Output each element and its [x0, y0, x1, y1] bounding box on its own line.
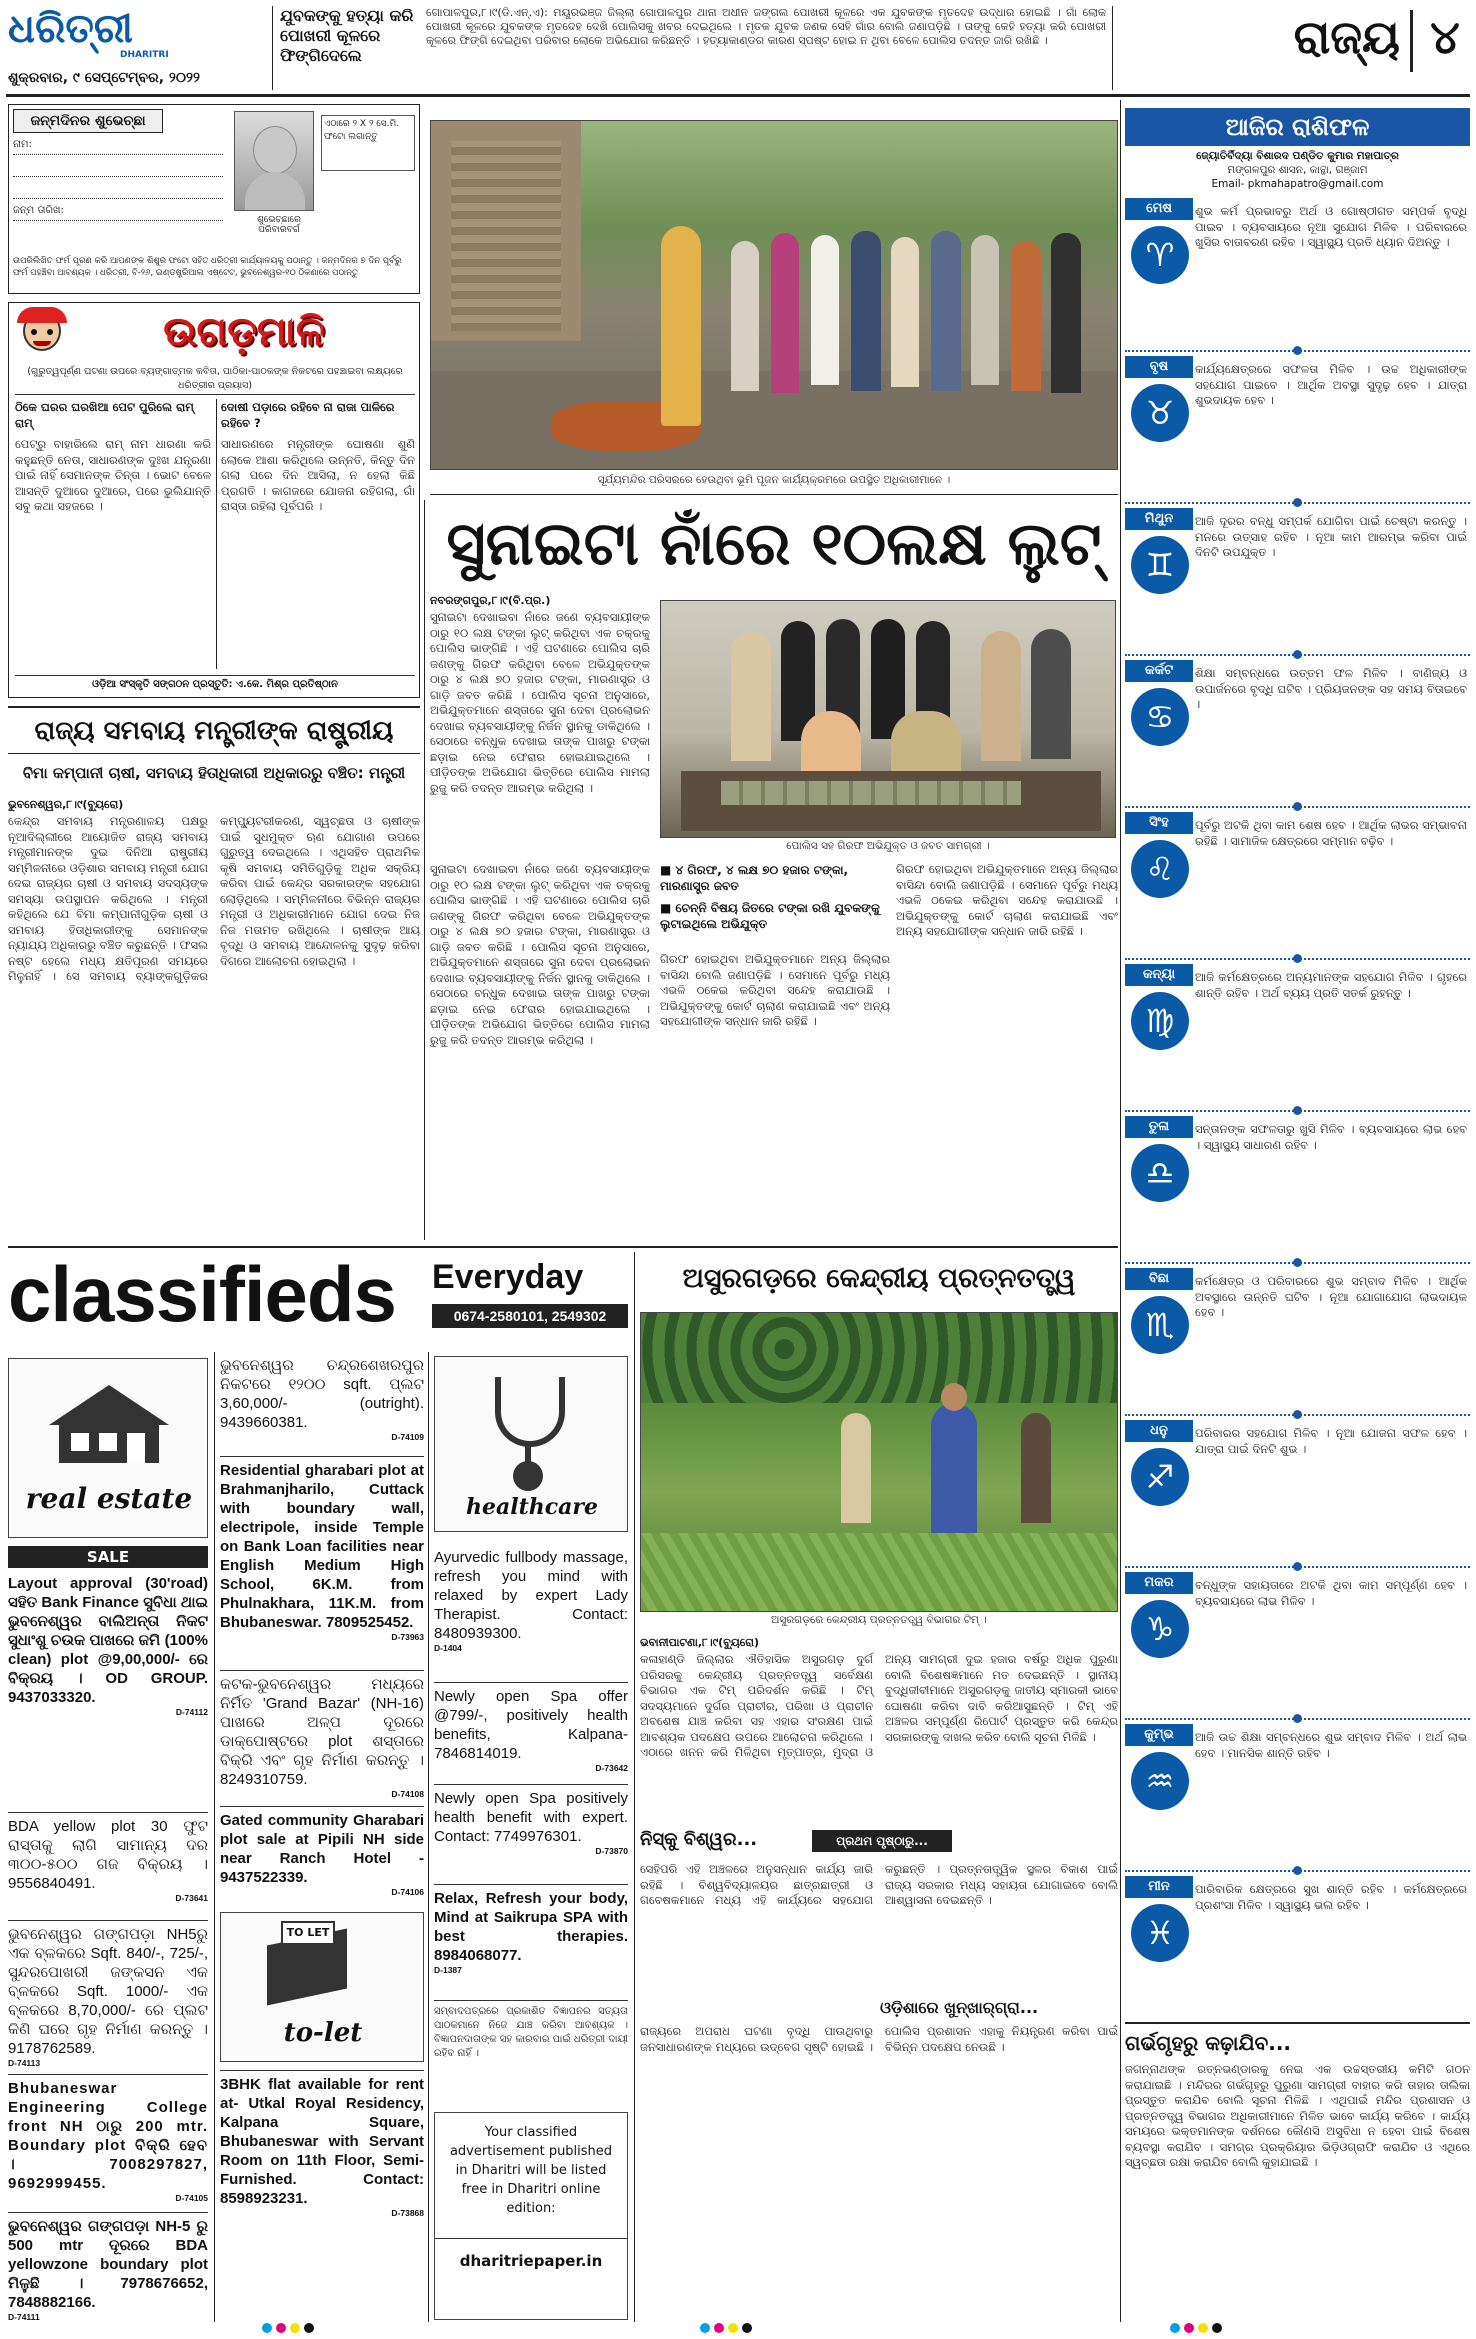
real-estate-label: real estate: [25, 1482, 193, 1515]
classified-ad[interactable]: Ayurvedic fullbody massage, refresh you mind with relaxed by expert Lady Therapist. Contact: 8480939300. D-1404: [434, 1549, 628, 1653]
zodiac-label: ମକର: [1125, 1572, 1193, 1594]
zodiac-pisces: ମୀନ ♓ ପାରିବାରିକ କ୍ଷେତ୍ରରେ ସୁଖ ଶାନ୍ତି ରହିବ । କର୍ମକ୍ଷେତ୍ରରେ ପ୍ରଶଂସା ମିଳିବ । ସ୍ୱାସ୍ଥ୍ୟ ଭଲ ରହିବ ।: [1125, 1876, 1470, 2016]
asura-headline[interactable]: ଅସୁରଗଡ଼ରେ କେନ୍ଦ୍ରୀୟ ପ୍ରତ୍ନତତ୍ତ୍ୱ: [682, 1263, 1076, 1294]
zodiac-scorpio: ବିଛା ♏ କର୍ମକ୍ଷେତ୍ର ଓ ପରିବାରରେ ଶୁଭ ସମ୍ବାଦ ମିଳିବ । ଆର୍ଥିକ ଅବସ୍ଥାରେ ଉନ୍ନତି ଘଟିବ । ନୂଆ ଯୋଗାଯୋଗ ଲାଭଦାୟକ ହେବ ।: [1125, 1268, 1470, 1410]
classifieds-everyday: Everyday: [432, 1258, 584, 1296]
to-let-label: to-let: [283, 2018, 363, 2048]
classified-ad[interactable]: Newly open Spa positively health benefit with expert. Contact: 7749976301. D-73870: [434, 1784, 628, 1880]
comic-cartoon-icon: [15, 307, 69, 363]
comic-col2: ସାଧାରଣରେ ମନ୍ତ୍ରୀଙ୍କ ଘୋଷଣା ଶୁଣି ଲୋକେ ଆଶା କରିଥିଲେ ଉନ୍ନତି, କିନ୍ତୁ ଦିନ ଗଲା ପରେ ଦିନ ଆସିଲା, ନ ହେଲା କିଛି ପ୍ରଗତି । କାଗଜରେ ଯୋଜନା ରହିଗଲା, ଗାଁ ରାସ୍ତା ରହିଲା ପୂର୍ବପରି ।: [221, 437, 415, 513]
registration-mark: [1212, 2323, 1222, 2333]
classified-ad[interactable]: କଟକ-ଭୁବନେଶ୍ୱର ମଧ୍ୟରେ ନିର୍ମିତ 'Grand Bazar' (NH-16) ପାଖରେ ଅଳ୍ପ ଦୂରରେ ଡାକ୍‌ପୋଷ୍ଟରେ plot ଶସ୍ତାରେ ବିକ୍ରି ଏବଂ ଗୃହ ନିର୍ମାଣ କରନ୍ତୁ । 8249310759. D-74108: [220, 1670, 424, 1802]
top-story-body: ଗୋପାଳପୁର,୮।୯(ଡି.ଏନ୍.ଏ): ମୟୂରଭଞ୍ଜ ଜିଲ୍ଲା ଗୋପାଳପୁର ଥାନା ଅଧୀନ ଜଙ୍ଗଲ ପୋଖରୀ କୂଳରେ ଏକ ଯୁବକଙ୍କ ମୃତଦେହ ଉଦ୍ଧାର ହୋଇଛି । ଗାଁ ଲୋକ ପୋଖରୀ କୂଳରେ ଯୁବକଙ୍କ ମୃତଦେହ ଦେଖି ପୋଲିସକୁ ଖବର ଦେଇଥିଲେ । ମୃତକ ଯୁବକ ଜଣକ ସେହି ଗାଁର ବୋଲି ଜଣାପଡ଼ିଛି । ତାଙ୍କୁ କେହି ହତ୍ୟା କରି ପୋଖରୀ କୂଳରେ ଫିଙ୍ଗି ଦେଇଥିବା ପରିବାର ଲୋକେ ଅଭିଯୋଗ କରିଛନ୍ତି । ହତ୍ୟାକାଣ୍ଡର କାରଣ ସ୍ପଷ୍ଟ ହୋଇ ନ ଥିବା ବେଳେ ପୋଲିସ ତଦନ୍ତ ଜାରି ରଖିଛି ।: [426, 6, 1106, 47]
zodiac-label: କୁମ୍ଭ: [1125, 1724, 1193, 1746]
sunaita-body-2: ଗିରଫ ହୋଇଥିବା ଅଭିଯୁକ୍ତମାନେ ଅନ୍ୟ ଜିଲ୍ଲାର ବାସିନ୍ଦା ବୋଲି ଜଣାପଡ଼ିଛି । ସେମାନେ ପୂର୍ବରୁ ମଧ୍ୟ ଏଭଳି ଠକେଇ କରିଥିବା ସନ୍ଦେହ କରାଯାଉଛି । ଅଭିଯୁକ୍ତଙ୍କୁ କୋର୍ଟ ଚାଲାଣ କରାଯାଇଛି ଏବଂ ଅନ୍ୟ ସହଯୋଗୀଙ୍କ ସନ୍ଧାନ ଜାରି ରହିଛି ।: [660, 952, 890, 1028]
forest-photo: [640, 1312, 1118, 1612]
garbha-headline[interactable]: ଗର୍ଭଗୃହରୁ କଢ଼ାଯିବ...: [1125, 2031, 1292, 2055]
photo-note: ଏଠାରେ ୨ X ୨ ସେ.ମି. ଫଟୋ ଲଗାନ୍ତୁ: [321, 115, 415, 171]
registration-mark: [290, 2323, 300, 2333]
odisha-head[interactable]: ଓଡ଼ିଶାରେ ଖୁନ୍‌ଖାର୍‌ଗ୍ରା...: [880, 1998, 1039, 2017]
section-name: ରାଜ୍ୟ: [1293, 10, 1400, 64]
promo-url[interactable]: dharitriepaper.in: [435, 2238, 627, 2273]
comic-credit: ଓଡ଼ିଆ ସଂସ୍କୃତି ସଙ୍ଗଠନ ପ୍ରସ୍ତୁତି: ଏ.କେ. ମିଶ୍ର ପ୍ରତିଷ୍ଠାନ: [15, 675, 415, 693]
sunaita-body: ସୁନାଇଟା ଦେଖାଇବା ନାଁରେ ଜଣେ ବ୍ୟବସାୟୀଙ୍କ ଠାରୁ ୧୦ ଲକ୍ଷ ଟଙ୍କା ଲୁଟ୍ କରିଥିବା ଏକ ଚକ୍ରକୁ ପୋଲିସ ଭାଙ୍ଗିଛି । ଏହି ଘଟଣାରେ ପୋଲିସ ଚାରି ଜଣଙ୍କୁ ଗିରଫ କରିଥିବା ବେଳେ ଅଭିଯୁକ୍ତଙ୍କ ଠାରୁ ୪ ଲକ୍ଷ ୭୦ ହଜାର ଟଙ୍କା, ମାରଣାସ୍ତ୍ର ଓ ଗାଡ଼ି ଜବତ କରିଛି । ପୋଲିସ ସୂଚନା ଅନୁସାରେ, ଅଭିଯୁକ୍ତମାନେ ଶସ୍ତାରେ ସୁନା ଦେବା ପ୍ରଲୋଭନ ଦେଖାଇ ବ୍ୟବସାୟୀଙ୍କୁ ନିର୍ଜନ ସ୍ଥାନକୁ ଡାକିଥିଲେ । ସେଠାରେ ବନ୍ଧୁକ ଦେଖାଇ ତାଙ୍କ ପାଖରୁ ଟଙ୍କା ଛଡ଼ାଇ ନେଇ ଫେରାର ହୋଇଯାଇଥିଲେ । ପୀଡ଼ିତଙ୍କ ଅଭିଯୋଗ ଭିତ୍ତିରେ ପୋଲିସ ମାମଲା ରୁଜୁ କରି ତଦନ୍ତ ଆରମ୍ଭ କରିଥିଲା ।: [430, 610, 650, 795]
sale-banner: SALE: [8, 1546, 208, 1568]
online-promo-box[interactable]: Your classified advertisement published in Dharitri will be listed free in Dharitri online edition: dharitriepaper.in: [434, 2112, 628, 2320]
police-photo-caption: ପୋଲିସ ସହ ଗିରଫ ଅଭିଯୁକ୍ତ ଓ ଜବତ ସାମଗ୍ରୀ ।: [786, 840, 990, 852]
zodiac-virgo: କନ୍ୟା ♍ ଆଜି କର୍ମକ୍ଷେତ୍ରରେ ଅନ୍ୟମାନଙ୍କ ସହଯୋଗ ମିଳିବ । ଗୃହରେ ଶାନ୍ତି ରହିବ । ଅର୍ଥ ବ୍ୟୟ ପ୍ରତି ସତର୍କ ରୁହନ୍ତୁ ।: [1125, 964, 1470, 1106]
zodiac-libra: ତୁଳା ♎ ସନ୍ତାନଙ୍କ ସଫଳତାରୁ ଖୁସି ମିଳିବ । ବ୍ୟବସାୟରେ ଲାଭ ହେବ । ସ୍ୱାସ୍ଥ୍ୟ ସାଧାରଣ ରହିବ ।: [1125, 1116, 1470, 1258]
zodiac-leo: ସିଂହ ♌ ପୂର୍ବରୁ ଅଟକି ଥିବା କାମ ଶେଷ ହେବ । ଆର୍ଥିକ ଲାଭର ସମ୍ଭାବନା ରହିଛି । ସାମାଜିକ କ୍ଷେତ୍ରରେ ସମ୍ମାନ ବଢ଼ିବ ।: [1125, 812, 1470, 954]
scorpio-icon: ♏: [1131, 1296, 1189, 1354]
sahakar-body: କେନ୍ଦ୍ର ସମବାୟ ମନ୍ତ୍ରଣାଳୟ ପକ୍ଷରୁ ନୂଆଦିଲ୍ଲୀରେ ଆୟୋଜିତ ରାଜ୍ୟ ସମବାୟ ମନ୍ତ୍ରୀମାନଙ୍କ ଦୁଇ ଦିନିଆ ରାଷ୍ଟ୍ରୀୟ ସମ୍ମିଳନୀରେ ଓଡ଼ିଶାର ସମବାୟ ମନ୍ତ୍ରୀ ଯୋଗ ଦେଇ ରାଜ୍ୟର ଚାଷୀ ଓ ସମବାୟ ସଦସ୍ୟଙ୍କ ସମସ୍ୟା ଉପସ୍ଥାପନ କରିଥିଲେ । ମନ୍ତ୍ରୀ କହିଥିଲେ ଯେ ବିମା କମ୍ପାନୀଗୁଡ଼ିକ ଚାଷୀ ଓ ସମବାୟ ହିତାଧିକାରୀଙ୍କୁ ସେମାନଙ୍କ ନ୍ୟାଯ୍ୟ ଅଧିକାରରୁ ବଞ୍ଚିତ କରୁଛନ୍ତି । ଫସଲ ନଷ୍ଟ ହେଲେ ମଧ୍ୟ କ୍ଷତିପୂରଣ ସମୟରେ ମିଳୁନାହିଁ । ସେ ସମବାୟ ବ୍ୟାଙ୍କଗୁଡ଼ିକର କମ୍ପ୍ୟୁଟରୀକରଣ, ସ୍ୱଚ୍ଛତା ଓ ଚାଷୀଙ୍କ ପାଇଁ ସୁଧମୁକ୍ତ ଋଣ ଯୋଗାଣ ଉପରେ ଗୁରୁତ୍ୱ ଦେଇଥିଲେ । ଏଥିସହିତ ପ୍ରାଥମିକ କୃଷି ସମବାୟ ସମିତିଗୁଡ଼ିକୁ ଅଧିକ ସକ୍ରିୟ କରିବା ପାଇଁ କେନ୍ଦ୍ର ସରକାରଙ୍କ ସହଯୋଗ ଲୋଡ଼ିଥିଲେ । ସମ୍ମିଳନୀରେ ବିଭିନ୍ନ ରାଜ୍ୟର ମନ୍ତ୍ରୀ ଓ ଅଧିକାରୀମାନେ ଯୋଗ ଦେଇ ନିଜ ନିଜ ମତାମତ ରଖିଥିଲେ । ଚାଷୀଙ୍କ ଆୟ ବୃଦ୍ଧି ଓ ସମବାୟ ଆନ୍ଦୋଳନକୁ ସୁଦୃଢ଼ କରିବା ଦିଗରେ ଆଲୋଚନା ହୋଇଥିଲା ।: [8, 814, 420, 983]
classified-ad[interactable]: Gated community Gharabari plot sale at Pipili NH side near Ranch Hotel - 9437522339. D-74106: [220, 1806, 424, 1902]
asura-body: କଳାହାଣ୍ଡି ଜିଲ୍ଲାର ଐତିହାସିକ ଅସୁରଗଡ଼ ଦୁର୍ଗ ପରିସରକୁ କେନ୍ଦ୍ରୀୟ ପ୍ରତ୍ନତତ୍ତ୍ୱ ସର୍ବେକ୍ଷଣ ବିଭାଗର ଏକ ଟିମ୍ ପରିଦର୍ଶନ କରିଛି । ଟିମ୍ ସଦସ୍ୟମାନେ ଦୁର୍ଗର ପ୍ରାଚୀର, ପରିଖା ଓ ପ୍ରାଚୀନ ଅବଶେଷ ଯାଞ୍ଚ କରିବା ସହ ଏହାର ସଂରକ୍ଷଣ ପାଇଁ ଆବଶ୍ୟକ ପଦକ୍ଷେପ ଉପରେ ଆଲୋଚନା କରିଥିଲେ । ଏଠାରେ ଖନନ କରି ମିଳିଥିବା ମୃତ୍ପାତ୍ର, ମୁଦ୍ରା ଓ ଅନ୍ୟ ସାମଗ୍ରୀ ଦୁଇ ହଜାର ବର୍ଷରୁ ଅଧିକ ପୁରୁଣା ବୋଲି ବିଶେଷଜ୍ଞମାନେ ମତ ଦେଇଛନ୍ତି । ସ୍ଥାନୀୟ ବୁଦ୍ଧିଜୀବୀମାନେ ଅସୁରଗଡ଼କୁ ଜାତୀୟ ସ୍ମାରକୀ ଭାବେ ଘୋଷଣା କରିବା ଦାବି କରିଆସୁଛନ୍ତି । ଟିମ୍ ଏହି ଅଞ୍ଚଳର ସମ୍ପୂର୍ଣ୍ଣ ରିପୋର୍ଟ ପ୍ରସ୍ତୁତ କରି କେନ୍ଦ୍ର ସରକାରଙ୍କୁ ଦାଖଲ କରିବ ବୋଲି ସୂଚନା ମିଳିଛି ।: [640, 1652, 1118, 1759]
classified-column-1: [8, 1574, 208, 2322]
garbha-body: ଜଗନ୍ନାଥଙ୍କ ରତ୍ନଭଣ୍ଡାରକୁ ନେଇ ଏକ ଉଚ୍ଚସ୍ତରୀୟ କମିଟି ଗଠନ କରାଯାଇଛି । ମନ୍ଦିରର ଗର୍ଭଗୃହରୁ ପୁରୁଣା ସାମଗ୍ରୀ ବାହାର କରି ତାହାର ତାଲିକା ପ୍ରସ୍ତୁତ କରାଯିବ ବୋଲି ସୂଚନା ମିଳିଛି । ଏଥିପାଇଁ ମନ୍ଦିର ପ୍ରଶାସନ ଓ ପ୍ରତ୍ନତତ୍ତ୍ୱ ବିଭାଗର ଅଧିକାରୀମାନେ ମିଳିତ ଭାବେ କାର୍ଯ୍ୟ କରିବେ । କାର୍ଯ୍ୟ ସମୟରେ ଭକ୍ତମାନଙ୍କ ଦର୍ଶନରେ କୌଣସି ଅସୁବିଧା ନ ହେବା ପାଇଁ ବିଶେଷ ବ୍ୟବସ୍ଥା କରାଯିବ । ସମଗ୍ର ପ୍ରକ୍ରିୟାର ଭିଡ଼ିଓଗ୍ରାଫି କରାଯିବ ଓ ଏଥିରେ ସ୍ୱଚ୍ଛତା ରକ୍ଷା କରାଯିବ ବୋଲି କୁହାଯାଇଛି ।: [1125, 2062, 1470, 2169]
zodiac-label: ବୃଷ: [1125, 356, 1193, 378]
comic-box: [8, 302, 420, 698]
page-number: ୪: [1430, 10, 1460, 64]
comic-col2-head: ଦୋଷୀ ପଡ଼ାରେ ରହିବେ ନା ରାଜା ପାଳିରେ ରହିବେ ?: [221, 400, 395, 430]
to-let-icon: TO LET to-let: [220, 1912, 424, 2062]
classifieds-title: classifieds: [8, 1252, 396, 1336]
zodiac-label: ମେଷ: [1125, 198, 1193, 220]
birthday-name-field[interactable]: ନାମ:: [13, 139, 223, 155]
classified-notice: ସମ୍ବାଦପତ୍ରରେ ପ୍ରକାଶିତ ବିଜ୍ଞାପନର ସତ୍ୟତା ପାଠକମାନେ ନିଜେ ଯାଞ୍ଚ କରିବା ଆବଶ୍ୟକ । ବିଜ୍ଞାପନଦାତାଙ୍କ ସହ କାରବାର ପାଇଁ ଧରିତ୍ରୀ ଦାୟୀ ରହିବ ନାହିଁ ।: [434, 2000, 628, 2106]
registration-mark: [728, 2323, 738, 2333]
zodiac-gemini: ମିଥୁନ ♊ ଆଜି ଦୂରର ବନ୍ଧୁ ସମ୍ପର୍କ ଯୋଗିବା ପାଇଁ ଚେଷ୍ଟା କରନ୍ତୁ । ମନରେ ଉତ୍ସାହ ରହିବ । ନୂଆ କାମ ଆରମ୍ଭ କରିବା ପାଇଁ ଦିନଟି ଉପଯୁକ୍ତ ।: [1125, 508, 1470, 650]
birthday-title: ଜନ୍ମଦିନର ଶୁଭେଚ୍ଛା: [13, 109, 163, 133]
classified-ad[interactable]: Bhubaneswar Engineering College front NH ଠାରୁ 200 mtr. Boundary plot ବିକ୍ରି ହେବ । 7008297827, 9692999455. D-74105: [8, 2074, 208, 2208]
zodiac-cancer: କର୍କଟ ♋ ଶିକ୍ଷା ସମ୍ବନ୍ଧରେ ଉତ୍ତମ ଫଳ ମିଳିବ । ବାଣିଜ୍ୟ ଓ ଉପାର୍ଜନରେ ବୃଦ୍ଧି ଘଟିବ । ପ୍ରିୟଜନଙ୍କ ସହ ସମୟ ବିତାଇବେ ।: [1125, 660, 1470, 802]
zodiac-label: ତୁଳା: [1125, 1116, 1193, 1138]
birthday-form: [8, 104, 420, 294]
registration-mark: [304, 2323, 314, 2333]
classified-column-3: [434, 1548, 628, 2108]
police-photo: [660, 600, 1116, 838]
registration-mark: [262, 2323, 272, 2333]
leo-icon: ♌: [1131, 840, 1189, 898]
sahakar-dateline: ଭୁବନେଶ୍ୱର,୮।୯(ବ୍ୟୁରୋ): [8, 798, 124, 811]
rashi-title: ଆଜିର ରାଶିଫଳ: [1125, 108, 1470, 146]
comic-subtitle: (ଗୁରୁତ୍ୱପୂର୍ଣ୍ଣ ଘଟଣା ଉପରେ ବ୍ୟଙ୍ଗାତ୍ମକ କବିତା, ପାଠିକା-ପାଠକଙ୍କ ନିକଟରେ ପହଞ୍ଚାଇବା ଲକ୍ଷ୍ୟରେ ଧରିତ୍ରୀର ପ୍ରୟାସ): [15, 365, 415, 395]
classifieds-phone[interactable]: 0674-2580101, 2549302: [432, 1304, 628, 1328]
birthday-line[interactable]: [13, 183, 223, 199]
zodiac-label: ମୀନ: [1125, 1876, 1193, 1898]
masthead-logo-sub: DHARITRI: [120, 50, 169, 60]
healthcare-icon: [434, 1356, 628, 1532]
sagittarius-icon: ♐: [1131, 1448, 1189, 1506]
masthead-date: ଶୁକ୍ରବାର, ୯ ସେପ୍ଟେମ୍ବର, ୨୦୨୨: [8, 70, 200, 86]
real-estate-icon: [8, 1358, 208, 1538]
comic-col1-head: ଠିକେ ଘରର ଘରଖିଆ ପେଟ ପୁରିଲେ ରାମ୍ ରାମ୍: [15, 400, 194, 430]
asura-dateline: ଭବାନୀପାଟଣା,୮।୯(ବ୍ୟୁରୋ): [640, 1636, 760, 1649]
sahakar-headline[interactable]: ରାଜ୍ୟ ସମବାୟ ମନ୍ତ୍ରୀଙ୍କ ରାଷ୍ଟ୍ରୀୟ: [8, 706, 420, 754]
baby-photo: [234, 111, 314, 211]
aries-icon: ♈: [1131, 226, 1189, 284]
rashi-astrologer: ଜ୍ୟୋତିର୍ବିଦ୍ୟା ବିଶାରଦ ପଣ୍ଡିତ କୁମାର ମହାପାତ୍ର: [1196, 150, 1399, 162]
masthead-logo[interactable]: ଧରିତ୍ରୀ: [8, 6, 133, 52]
jump-body: ସେହିପରି ଏହି ଅଞ୍ଚଳରେ ଅନୁସନ୍ଧାନ କାର୍ଯ୍ୟ ଜାରି ରହିଛି । ବିଶ୍ୱବିଦ୍ୟାଳୟର ଛାତ୍ରଛାତ୍ରୀ ଓ ଗବେଷକମାନେ ମଧ୍ୟ ଏହି କାର୍ଯ୍ୟରେ ସହଯୋଗ କରୁଛନ୍ତି । ପ୍ରତ୍ନତାତ୍ତ୍ୱିକ ସ୍ଥଳର ବିକାଶ ପାଇଁ ରାଜ୍ୟ ସରକାର ମଧ୍ୟ ସହାୟତା ଯୋଗାଇବେ ବୋଲି ଆଶ୍ୱାସନା ଦେଇଛନ୍ତି ।: [640, 1862, 1118, 1907]
cancer-icon: ♋: [1131, 688, 1189, 746]
comic-title: ଉଗଡ଼ମାଳି: [163, 309, 325, 355]
zodiac-label: ସିଂହ: [1125, 812, 1193, 834]
zodiac-sagittarius: ଧନୁ ♐ ପରିବାରର ସହଯୋଗ ମିଳିବ । ନୂଆ ଯୋଜନା ସଫଳ ହେବ । ଯାତ୍ରା ପାଇଁ ଦିନଟି ଶୁଭ ।: [1125, 1420, 1470, 1562]
ceremony-photo-caption: ସୂର୍ଯ୍ୟମନ୍ଦିର ପରିସରରେ ହେଉଥିବା ଭୂମି ପୂଜନ କାର୍ଯ୍ୟକ୍ରମରେ ଉପସ୍ଥିତ ଅଧିକାରୀମାନେ ।: [597, 474, 951, 486]
libra-icon: ♎: [1131, 1144, 1189, 1202]
birthday-sign: ଶୁଭେଚ୍ଛାରେ ପରିବାରବର୍ଗ: [257, 215, 301, 235]
birthday-line[interactable]: [13, 161, 223, 177]
classified-ad[interactable]: 3BHK flat available for rent at- Utkal Royal Residency, Kalpana Square, Bhubaneswar with Servant Room on 11th Floor, Semi-Furnished. Contact: 8598923231. D-73868: [220, 2070, 424, 2220]
zodiac-label: କର୍କଟ: [1125, 660, 1193, 682]
classified-ad[interactable]: Relax, Refresh your body, Mind at Saikrupa SPA with best therapies. 8984068077. D-1387: [434, 1884, 628, 1994]
odisha-body: ରାଜ୍ୟରେ ଅପରାଧ ଘଟଣା ବୃଦ୍ଧି ପାଉଥିବାରୁ ଜନସାଧାରଣଙ୍କ ମଧ୍ୟରେ ଉଦ୍‌ବେଗ ସୃଷ୍ଟି ହୋଇଛି । ପୋଲିସ ପ୍ରଶାସନ ଏହାକୁ ନିୟନ୍ତ୍ରଣ କରିବା ପାଇଁ ବିଭିନ୍ନ ପଦକ୍ଷେପ ନେଉଛି ।: [640, 2024, 1118, 2054]
pisces-icon: ♓: [1131, 1904, 1189, 1962]
zodiac-label: ଧନୁ: [1125, 1420, 1193, 1442]
registration-mark: [700, 2323, 710, 2333]
zodiac-taurus: ବୃଷ ♉ କାର୍ଯ୍ୟକ୍ଷେତ୍ରରେ ସଫଳତା ମିଳିବ । ଉଚ୍ଚ ଅଧିକାରୀଙ୍କ ସହଯୋଗ ପାଇବେ । ଆର୍ଥିକ ଅବସ୍ଥା ସୁଦୃଢ଼ ହେବ । ଯାତ୍ରା ଶୁଭଦାୟକ ହେବ ।: [1125, 356, 1470, 498]
sunaita-headline[interactable]: ସୁନାଇଟା ନାଁରେ ୧୦ଲକ୍ଷ ଲୁଟ୍: [446, 509, 1102, 579]
classified-ad[interactable]: Residential gharabari plot at Brahmanjharilo, Cuttack with boundary wall, electripole, inside Temple on Bank Loan facilities near English Medium High School, 6K.M. from Phulnakhara, 11K.M. from Bhubaneswar. 7809525452. D-73963: [220, 1456, 424, 1666]
classified-ad[interactable]: Newly open Spa offer @799/-, positively health benefits, Kalpana-7846814019. D-73642: [434, 1682, 628, 1780]
sunaita-dateline: ନବରଙ୍ଗପୁର,୮।୯(ବି.ପ୍ର.): [430, 594, 551, 607]
classified-ad[interactable]: ଭୁବନେଶ୍ୱର ଗଙ୍ଗପଡ଼ା NH5ରୁ ଏକ ବ୍ଳକରେ Sqft. 840/-, 725/-, ସୁନ୍ଦରପୋଖରୀ ଜଙ୍କସନ ଏକ ବ୍ଳକରେ Sqft. 1000/- ଏକ ବ୍ଳକରେ 8,70,000/- ରେ ପ୍ଲଟ କିଣି ଘରେ ଗୃହ ନିର୍ମାଣ କରନ୍ତୁ । 9178762589. D-74113: [8, 1920, 208, 2070]
registration-mark: [1198, 2323, 1208, 2333]
sahakar-subhead: ବିମା କମ୍ପାନୀ ଚାଷୀ, ସମବାୟ ହିତାଧିକାରୀ ଅଧିକାରରୁ ବଞ୍ଚିତ: ମନ୍ତ୍ରୀ: [22, 764, 406, 782]
registration-mark: [1170, 2323, 1180, 2333]
classified-column-2: [220, 1356, 424, 2322]
zodiac-capricorn: ମକର ♑ ବନ୍ଧୁଙ୍କ ସହାୟତାରେ ଅଟକି ଥିବା କାମ ସମ୍ପୂର୍ଣ୍ଣ ହେବ । ବ୍ୟବସାୟରେ ଲାଭ ମିଳିବ ।: [1125, 1572, 1470, 1714]
registration-mark: [276, 2323, 286, 2333]
zodiac-label: ମିଥୁନ: [1125, 508, 1193, 530]
sunaita-bullet-2: ■ ଚେନ୍ନି ବିଷୟ ଜିତରେ ଟଙ୍କା ରଖି ଯୁବକଙ୍କୁ ଲୁଟାଇଥିଲେ ଅଭିଯୁକ୍ତ: [660, 901, 880, 931]
comic-col1: ପେଟ୍‌ରୁ ବାହାରିଲେ ରାମ୍ ନାମ ଧାରଣା କରି କହୁଛନ୍ତି ନେତା, ସାଧାରଣଙ୍କ ଦୁଃଖ ଯନ୍ତ୍ରଣା ପାଇଁ ନାହିଁ ସେମାନଙ୍କ ଚିନ୍ତା । ଭୋଟ ବେଳେ ଆସନ୍ତି ଦୁଆରେ ଦୁଆରେ, ପରେ ଭୁଲିଯାନ୍ତି ସବୁ କଥା ସହଜରେ ।: [15, 437, 211, 513]
zodiac-label: ବିଛା: [1125, 1268, 1193, 1290]
sunaita-body-left: ସୁନାଇଟା ଦେଖାଇବା ନାଁରେ ଜଣେ ବ୍ୟବସାୟୀଙ୍କ ଠାରୁ ୧୦ ଲକ୍ଷ ଟଙ୍କା ଲୁଟ୍ କରିଥିବା ଏକ ଚକ୍ରକୁ ପୋଲିସ ଭାଙ୍ଗିଛି । ଏହି ଘଟଣାରେ ପୋଲିସ ଚାରି ଜଣଙ୍କୁ ଗିରଫ କରିଥିବା ବେଳେ ଅଭିଯୁକ୍ତଙ୍କ ଠାରୁ ୪ ଲକ୍ଷ ୭୦ ହଜାର ଟଙ୍କା, ମାରଣାସ୍ତ୍ର ଓ ଗାଡ଼ି ଜବତ କରିଛି । ପୋଲିସ ସୂଚନା ଅନୁସାରେ, ଅଭିଯୁକ୍ତମାନେ ଶସ୍ତାରେ ସୁନା ଦେବା ପ୍ରଲୋଭନ ଦେଖାଇ ବ୍ୟବସାୟୀଙ୍କୁ ନିର୍ଜନ ସ୍ଥାନକୁ ଡାକିଥିଲେ । ସେଠାରେ ବନ୍ଧୁକ ଦେଖାଇ ତାଙ୍କ ପାଖରୁ ଟଙ୍କା ଛଡ଼ାଇ ନେଇ ଫେରାର ହୋଇଯାଇଥିଲେ । ପୀଡ଼ିତଙ୍କ ଅଭିଯୋଗ ଭିତ୍ତିରେ ପୋଲିସ ମାମଲା ରୁଜୁ କରି ତଦନ୍ତ ଆରମ୍ଭ କରିଥିଲା ।: [430, 862, 650, 1047]
ceremony-photo: [430, 120, 1118, 470]
taurus-icon: ♉: [1131, 384, 1189, 442]
zodiac-aquarius: କୁମ୍ଭ ♒ ଆଜି ଉଚ୍ଚ ଶିକ୍ଷା ସମ୍ବନ୍ଧରେ ଶୁଭ ସମ୍ବାଦ ମିଳିବ । ଅର୍ଥ ଲାଭ ହେବ । ମାନସିକ ଶାନ୍ତି ରହିବ ।: [1125, 1724, 1470, 1866]
aquarius-icon: ♒: [1131, 1752, 1189, 1810]
rashi-email[interactable]: Email- pkmahapatro@gmail.com: [1211, 178, 1384, 190]
registration-mark: [714, 2323, 724, 2333]
gemini-icon: ♊: [1131, 536, 1189, 594]
classified-ad[interactable]: ଭୁବନେଶ୍ୱର ଗଙ୍ଗପଡ଼ା NH-5 ରୁ 500 mtr ଦୂରରେ BDA yellowzone boundary plot ମିଳୁଛି । 7978676652, 7848882166. D-74111: [8, 2212, 208, 2322]
birthday-note: ଉପରିଲିଖିତ ଫର୍ମ ପୂରଣ କରି ଆପଣଙ୍କ ଶିଶୁର ଫଟୋ ସହିତ ଧରିତ୍ରୀ କାର୍ଯ୍ୟାଳୟକୁ ପଠାନ୍ତୁ । ଜନ୍ମଦିନର ୭ ଦିନ ପୂର୍ବରୁ ଫର୍ମ ପହଞ୍ଚିବା ଆବଶ୍ୟକ । ଧରିତ୍ରୀ, ବି-୨୬, ଇଣ୍ଡଷ୍ଟ୍ରିଆଲ ଏଷ୍ଟେଟ, ଭୁବନେଶ୍ୱର-୧୦ ଠିକଣାରେ ପଠାନ୍ତୁ: [13, 256, 402, 278]
forest-photo-caption: ଅସୁରଗଡ଼ରେ କେନ୍ଦ୍ରୀୟ ପ୍ରତ୍ନତତ୍ତ୍ୱ ବିଭାଗର ଟିମ୍ ।: [771, 1614, 987, 1626]
classified-ad[interactable]: BDA yellow plot 30 ଫୁଟ ରାସ୍ତାକୁ ଲାଗି ସାମାନ୍ୟ ଦର ୩୦୦-୫୦୦ ଗଜ ବିକ୍ରୟ । 9556840491. D-73641: [8, 1812, 208, 1916]
registration-mark: [742, 2323, 752, 2333]
jump-label: ପ୍ରଥମ ପୃଷ୍ଠାରୁ...: [812, 1830, 952, 1852]
sunaita-body-3: ଗିରଫ ହୋଇଥିବା ଅଭିଯୁକ୍ତମାନେ ଅନ୍ୟ ଜିଲ୍ଲାର ବାସିନ୍ଦା ବୋଲି ଜଣାପଡ଼ିଛି । ସେମାନେ ପୂର୍ବରୁ ମଧ୍ୟ ଏଭଳି ଠକେଇ କରିଥିବା ସନ୍ଦେହ କରାଯାଉଛି । ଅଭିଯୁକ୍ତଙ୍କୁ କୋର୍ଟ ଚାଲାଣ କରାଯାଇଛି ଏବଂ ଅନ୍ୟ ସହଯୋଗୀଙ୍କ ସନ୍ଧାନ ଜାରି ରହିଛି ।: [896, 862, 1118, 938]
classified-ad[interactable]: Layout approval (30'road) ସହିତ Bank Finance ସୁବିଧା ଥାଇ ଭୁବନେଶ୍ୱର ବାଲିଅନ୍ତା ନିକଟ ସୁଧାଂଶୁ ଚଉକ ପାଖରେ ଜମି (100% clean) plot @9,00,000/- ରେ ବିକ୍ରୟ । OD GROUP. 9437033320. D-74112: [8, 1575, 208, 1717]
zodiac-aries: ମେଷ ♈ ଶୁଭ କର୍ମ ପ୍ରଭାବରୁ ଅର୍ଥ ଓ ଗୋଷ୍ଠୀଗତ ସମ୍ପର୍କ ବୃଦ୍ଧି ପାଇବ । ବ୍ୟବସାୟରେ ନୂଆ ସୁଯୋଗ ମିଳିବ । ପରିବାରରେ ଖୁସିର ବାତାବରଣ ରହିବ । ସ୍ୱାସ୍ଥ୍ୟ ପ୍ରତି ଧ୍ୟାନ ଦିଅନ୍ତୁ ।: [1125, 198, 1470, 346]
capricorn-icon: ♑: [1131, 1600, 1189, 1658]
classified-ad[interactable]: ଭୁବନେଶ୍ୱର ଚନ୍ଦ୍ରଶେଖରପୁର ନିକଟରେ ୧୨୦୦ sqft. ପ୍ଲଟ 3,60,000/- (outright). 9439660381. D-74109: [220, 1357, 424, 1442]
rashi-address: ମଙ୍ଗଳପୁର ଶାସନ, କାନ୍ଥା, ଗଞ୍ଜାମ: [1227, 164, 1368, 176]
jump-head[interactable]: ନିସ୍କୁ ବିଶ୍ୱର...: [640, 1829, 758, 1850]
sunaita-bullet-1: ■ ୪ ଗିରଫ, ୪ ଲକ୍ଷ ୭୦ ହଜାର ଟଙ୍କା, ମାରଣାସ୍ତ୍ର ଜବତ: [660, 863, 849, 893]
registration-mark: [1184, 2323, 1194, 2333]
healthcare-label: healthcare: [466, 1494, 598, 1520]
birthday-date-field[interactable]: ଜନ୍ମ ତାରିଖ:: [13, 205, 223, 221]
top-story-headline[interactable]: ଯୁବକଙ୍କୁ ହତ୍ୟା କରି ପୋଖରୀ କୂଳରେ ଫିଙ୍ଗିଦେଲେ: [280, 6, 414, 65]
zodiac-label: କନ୍ୟା: [1125, 964, 1193, 986]
virgo-icon: ♍: [1131, 992, 1189, 1050]
